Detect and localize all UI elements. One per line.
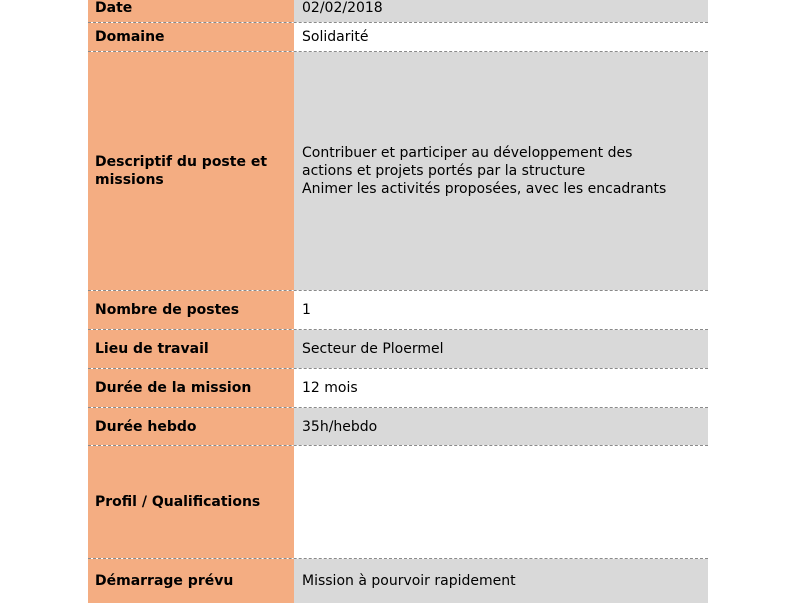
row-descriptif [88, 52, 708, 291]
label-descriptif: Descriptif du poste et missions [88, 52, 294, 290]
value-lieu-travail: Secteur de Ploermel [294, 330, 708, 368]
label-nombre-postes: Nombre de postes [88, 291, 294, 329]
row-nombre-postes [88, 291, 708, 330]
row-lieu-travail [88, 330, 708, 369]
row-duree-mission [88, 369, 708, 408]
job-offer-table [88, 0, 708, 603]
label-domaine: Domaine [88, 23, 294, 51]
label-date: Date [88, 0, 294, 22]
value-nombre-postes: 1 [294, 291, 708, 329]
value-profil [294, 446, 708, 558]
label-profil: Profil / Qualifications [88, 446, 294, 558]
label-demarrage: Démarrage prévu [88, 559, 294, 603]
label-duree-mission: Durée de la mission [88, 369, 294, 407]
value-duree-hebdo: 35h/hebdo [294, 408, 708, 445]
value-domaine: Solidarité [294, 23, 708, 51]
descriptif-line-3: Animer les activités proposées, avec les encadrants [302, 181, 667, 197]
descriptif-line-2: actions et projets portés par la structure [302, 163, 586, 179]
row-domaine [88, 23, 708, 52]
descriptif-line-1: Contribuer et participer au développement des [302, 145, 633, 161]
value-date: 02/02/2018 [294, 0, 708, 22]
row-date [88, 0, 708, 23]
row-duree-hebdo [88, 408, 708, 446]
label-duree-hebdo: Durée hebdo [88, 408, 294, 445]
row-profil [88, 446, 708, 559]
label-lieu-travail: Lieu de travail [88, 330, 294, 368]
value-duree-mission: 12 mois [294, 369, 708, 407]
value-demarrage: Mission à pourvoir rapidement [294, 559, 708, 603]
value-descriptif [294, 52, 708, 290]
row-demarrage [88, 559, 708, 603]
